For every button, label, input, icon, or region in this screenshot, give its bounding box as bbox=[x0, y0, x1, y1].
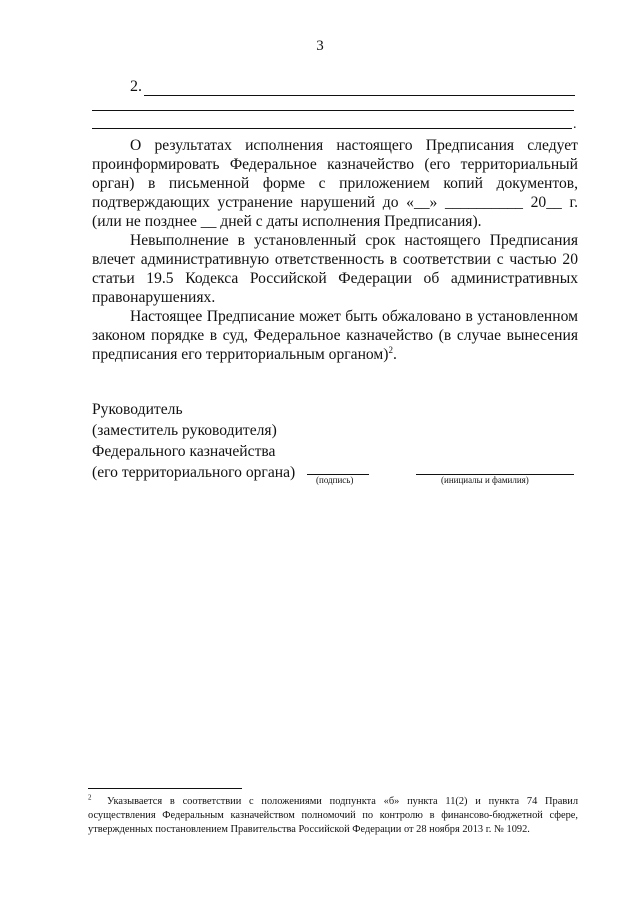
p2-line-1: Невыполнение в установленный срок настоящего Предписания bbox=[130, 232, 578, 249]
p1-line-3: орган) в письменной форме с приложением копий документов, bbox=[92, 175, 578, 192]
name-caption: (инициалы и фамилия) bbox=[441, 475, 529, 485]
item-2-line bbox=[130, 78, 575, 96]
p1-line-1: О результатах исполнения настоящего Предписания следует bbox=[130, 137, 578, 154]
footnote-marker: 2 bbox=[88, 793, 92, 802]
signatory-line-4: (его территориального органа) bbox=[92, 464, 296, 481]
footnote-separator bbox=[88, 788, 242, 789]
item-number: 2. bbox=[130, 78, 142, 95]
footnote-line-3: утвержденных постановлением Правительства Российской Федерации от 28 ноября 2013 г. № 1092. bbox=[88, 824, 530, 835]
footnote bbox=[88, 795, 578, 837]
footnote-line-2: осуществления Федеральным казначейством полномочий по контролю в финансово-бюджетной сфере, bbox=[88, 810, 578, 821]
p1-line-2: проинформировать Федеральное казначейство (его территориальный bbox=[92, 156, 578, 173]
p2-line-3: статьи 19.5 Кодекса Российской Федерации об административных bbox=[92, 270, 578, 287]
p3-line-2: законом порядке в суд, Федеральное казначейство (в случае вынесения bbox=[92, 327, 578, 344]
p3-line-1: Настоящее Предписание может быть обжаловано в установленном bbox=[130, 308, 578, 325]
footnote-line-1: Указывается в соответствии с положениями подпункта «б» пункта 11(2) и пункта 74 Правил bbox=[107, 796, 578, 807]
footnote-ref: 2 bbox=[388, 344, 393, 355]
item-fill-line bbox=[144, 81, 575, 96]
p3-end: . bbox=[392, 346, 397, 363]
signatory-block bbox=[92, 399, 295, 483]
paragraph-report bbox=[92, 136, 578, 231]
blank-end-mark: . bbox=[573, 117, 577, 132]
p2-line-2: влечет административную ответственность в соответствии с частью 20 bbox=[92, 251, 578, 268]
paragraph-liability bbox=[92, 231, 578, 307]
signature-caption: (подпись) bbox=[316, 475, 354, 485]
blank-rule-1 bbox=[92, 110, 574, 111]
p1-line-5: (или не позднее __ дней с даты исполнения Предписания). bbox=[92, 213, 482, 230]
signatory-line-3: Федерального казначейства bbox=[92, 443, 276, 460]
page-number: 3 bbox=[316, 38, 324, 54]
p2-line-4: правонарушениях. bbox=[92, 289, 216, 306]
paragraph-appeal bbox=[92, 307, 578, 364]
blank-rule-2 bbox=[92, 128, 572, 129]
p3-line-3: предписания его территориальным органом) bbox=[92, 346, 389, 363]
signatory-line-1: Руководитель bbox=[92, 401, 183, 418]
signatory-line-2: (заместитель руководителя) bbox=[92, 422, 277, 439]
p1-line-4: подтверждающих устранение нарушений до «__» __________ 20__ г. bbox=[92, 194, 578, 211]
